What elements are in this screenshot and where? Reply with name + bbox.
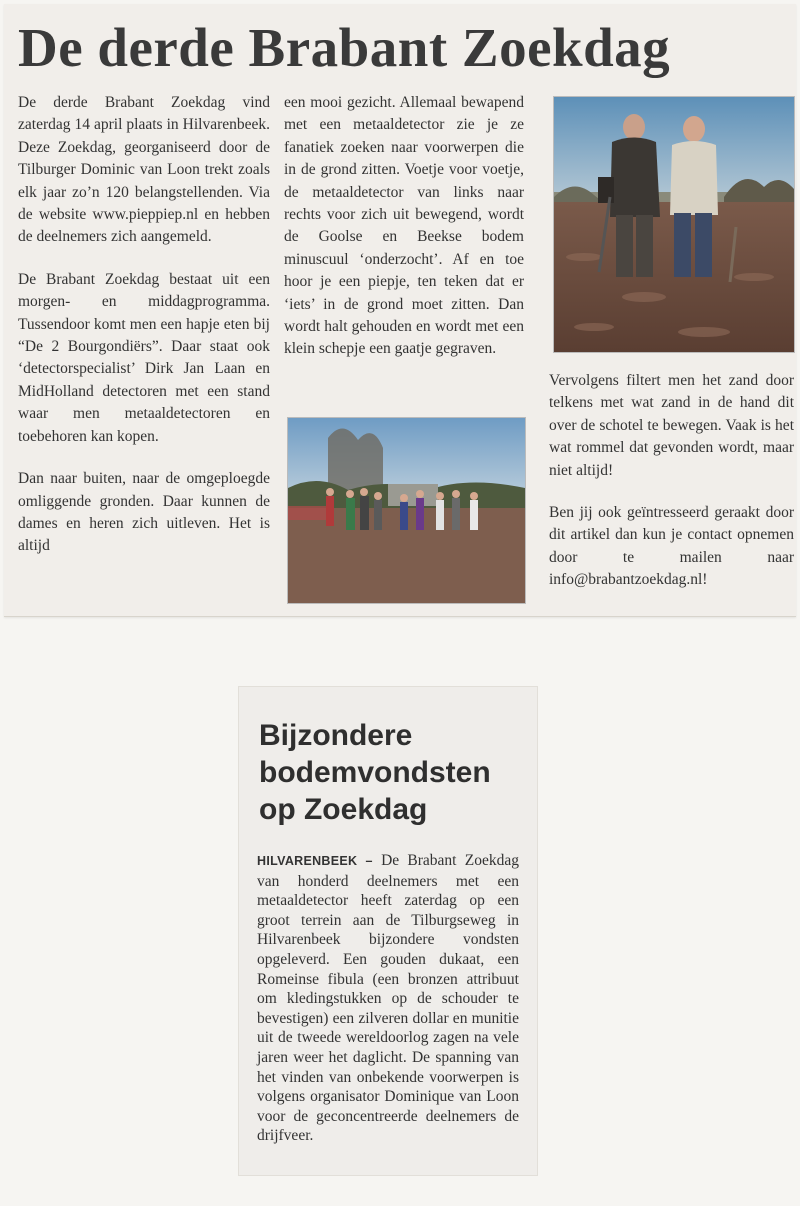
dateline: HILVARENBEEK – (257, 854, 373, 868)
article-headline: Bijzondere bodemvondsten op Zoekdag (259, 719, 491, 826)
paragraph: Ben jij ook geïntresseerd geraakt door dit artikel dan kun je contact opnemen door te mailen naar info@brabantzoekdag.nl! (549, 504, 794, 589)
article-body (257, 851, 519, 1146)
paragraph: Vervolgens filtert men het zand door telkens met wat zand in de hand dit over de schotel te bewegen. Vaak is het wat rommel dat gevonden wordt, maar niet altijd! (549, 372, 794, 479)
article-text: De Brabant Zoekdag van honderd deelnemers met een metaaldetector heeft zaterdag op een groot terrein aan de Tilburgseweg in Hilvarenbeek bijzondere vondsten opgeleverd. Een gouden dukaat, een Romeinse fibula (een bronzen attribuut om kledingstukken op de schouder te bevestigen) een zilveren dollar en munitie uit de tweede wereldoorlog zagen na vele jaren weer het daglicht. De spanning van het vinden van onbekende voorwerpen is volgens organisator Dominique van Loon voor de geconcentreerde deelnemers de drijfveer. (257, 852, 519, 1145)
paragraph: Dan naar buiten, naar de omgeploegde omliggende gronden. Daar kunnen de dames en heren zich uitleven. Het is altijd (18, 470, 270, 555)
paragraph: De derde Brabant Zoekdag vind zaterdag 14 april plaats in Hilvarenbeek. Deze Zoekdag, georganiseerd door de Tilburger Dominic van Loon trekt zoals elk jaar zo’n 120 belangstellenden. Via de website www.pieppiep.nl en hebben de deelnemers zich aangemeld. (18, 94, 270, 246)
paragraph: een mooi gezicht. Allemaal bewapend met een metaaldetector zie je ze fanatiek zoeken naar voorwerpen die in de grond zitten. Voetje voor voetje, de metaaldetector van links naar rechts voor zich uit bewegend, wordt de Goolse en Beekse bodem minuscuul ‘onderzocht’. Af en toe hoor je een piepje, ten teken dat er ‘iets’ in de grond moet zitten. Dan wordt halt gehouden en wordt met een klein schepje een gaatje gegraven. (284, 94, 524, 358)
article-column-3 (549, 370, 794, 612)
photo-group-in-field (287, 417, 526, 604)
paragraph: De Brabant Zoekdag bestaat uit een morgen- en middagprogramma. Tussendoor komt men een hapje eten bij “De 2 Bourgondiërs”. Daar staat ook ‘detectorspecialist’ Dirk Jan Laan en MidHolland detectoren met een stand waar men metaaldetectoren en toebehoren kan kopen. (18, 270, 270, 445)
photo-detectorists-closeup (553, 96, 795, 353)
newspaper-clipping-2 (238, 686, 538, 1176)
newspaper-clipping-1 (4, 4, 796, 617)
article-column-1 (18, 92, 270, 578)
article-column-2 (284, 92, 524, 381)
article-headline: De derde Brabant Zoekdag (18, 17, 671, 78)
